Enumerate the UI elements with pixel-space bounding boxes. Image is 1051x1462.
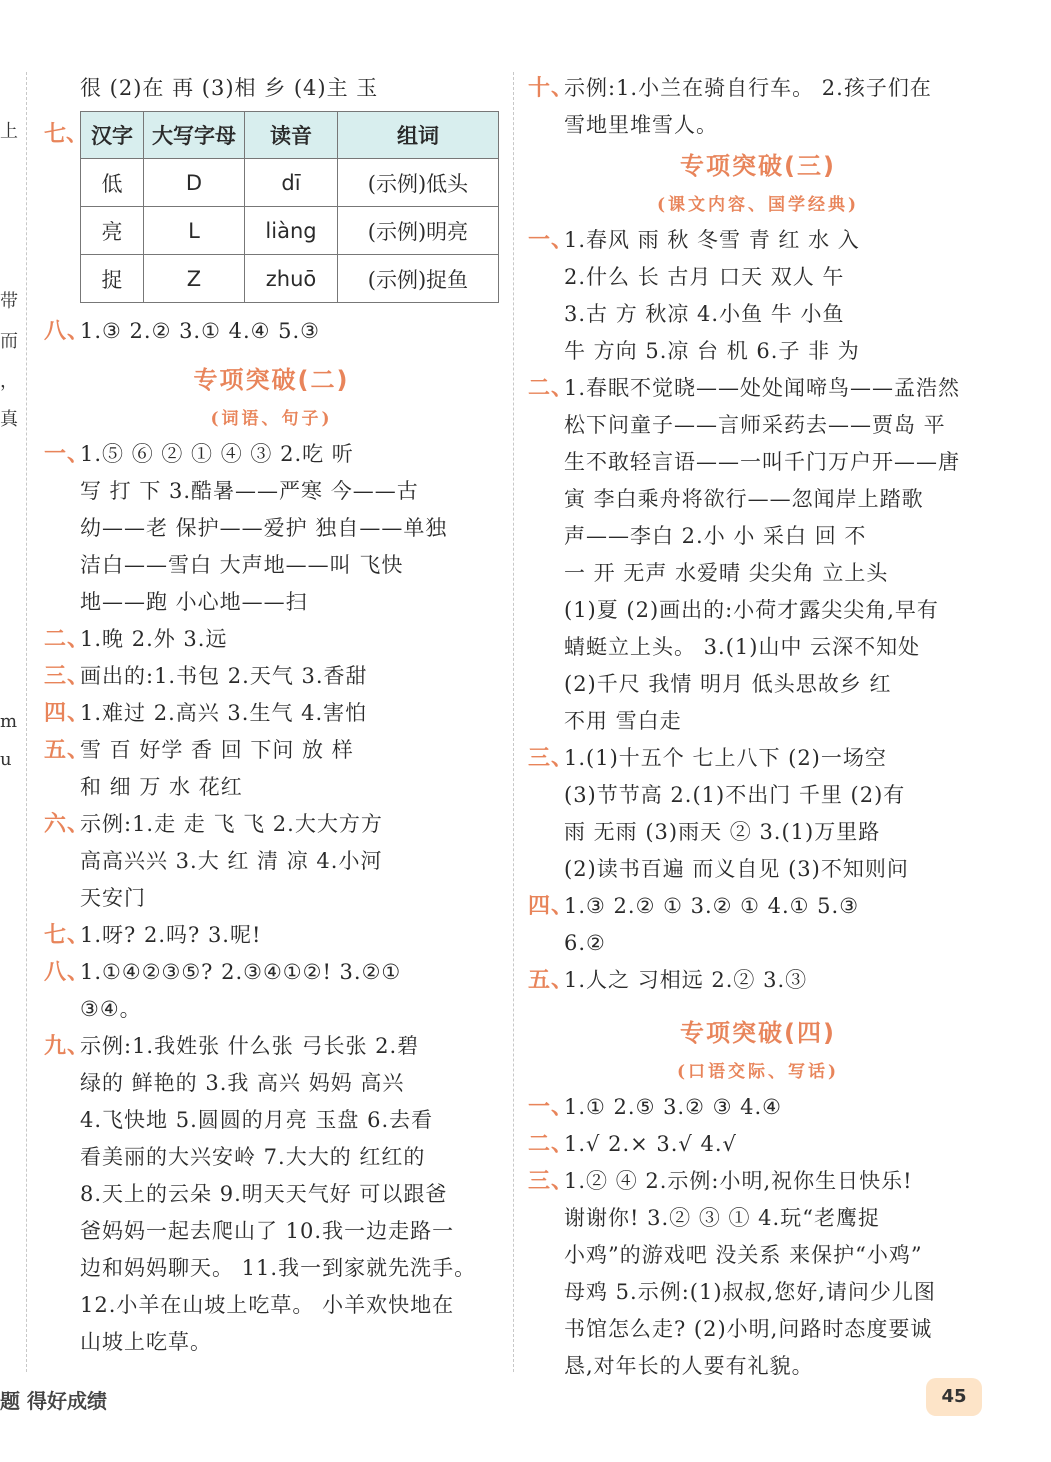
section-label: 十、 — [528, 76, 575, 101]
answer-text: 1.③ 2.② ① 3.② ① 4.① 5.③ — [564, 894, 860, 918]
edge-char: m — [0, 711, 18, 732]
answer-line: 生不敢轻言语——一叫千门万户开——唐 — [564, 450, 960, 474]
answer-line: 很 (2)在 再 (3)相 乡 (4)主 玉 — [80, 76, 379, 100]
edge-char: ， — [0, 371, 18, 392]
answer-line: 不用 雪白走 — [564, 709, 682, 733]
page-number: 45 — [926, 1378, 982, 1416]
edge-char: 上 — [0, 121, 18, 142]
answer-line: 寅 李白乘舟将欲行——忽闻岸上踏歌 — [564, 487, 924, 511]
answer-line — [44, 917, 499, 954]
table-cell: Z — [144, 255, 245, 303]
answer-line: 牛 方向 5.凉 台 机 6.子 非 为 — [564, 339, 860, 363]
answer-line: 边和妈妈聊天。 11.我一到家就先洗手。 — [80, 1256, 477, 1280]
answer-line: (2)读书百遍 而义自见 (3)不知则问 — [564, 857, 909, 881]
section-label: 二、 — [44, 627, 91, 652]
answer-text: 雪 百 好学 香 回 下问 放 样 — [80, 738, 354, 762]
section-label: 二、 — [528, 1132, 575, 1157]
section-label: 二、 — [528, 376, 575, 401]
answer-line: 雪地里堆雪人。 — [564, 113, 718, 137]
answer-line: 12.小羊在山坡上吃草。 小羊欢快地在 — [80, 1293, 455, 1317]
answer-line: 天安门 — [80, 886, 146, 910]
section-label: 四、 — [44, 701, 91, 726]
margin-divider — [26, 72, 27, 1372]
left-column — [44, 70, 499, 1361]
answer-line: 母鸡 5.示例:(1)叔叔,您好,请问少儿图 — [564, 1280, 936, 1304]
section-label: 六、 — [44, 812, 91, 837]
answer-line — [44, 954, 499, 991]
answer-text: 示例:1.我姓张 什么张 弓长张 2.碧 — [80, 1034, 420, 1058]
section-heading: 专项突破(二) — [193, 366, 350, 394]
answer-line: 高高兴兴 3.大 红 清 凉 4.小河 — [80, 849, 383, 873]
table-cell: 低 — [81, 159, 144, 207]
table-cell: L — [144, 207, 245, 255]
section-label: 三、 — [528, 746, 575, 771]
answer-line: (2)千尺 我情 明月 低头思故乡 红 — [564, 672, 892, 696]
section-label: 五、 — [44, 738, 91, 763]
table-header: 组词 — [338, 112, 499, 159]
section-label: 四、 — [528, 894, 575, 919]
section-subheading: (口语交际、写话) — [676, 1062, 840, 1082]
pinyin-table — [80, 111, 499, 303]
answer-text: 1.春风 雨 秋 冬雪 青 红 水 入 — [564, 228, 860, 252]
answer-line: 绿的 鲜艳的 3.我 高兴 妈妈 高兴 — [80, 1071, 405, 1095]
table-header-row — [81, 112, 499, 159]
table-cell: (示例)明亮 — [338, 207, 499, 255]
answer-text: 1.③ 2.② 3.① 4.④ 5.③ — [80, 319, 321, 343]
section-label: 八、 — [44, 319, 91, 344]
answer-line — [528, 370, 988, 407]
answer-line: 蜻蜓立上头。 3.(1)山中 云深不知处 — [564, 635, 921, 659]
answer-line: 洁白——雪白 大声地——叫 飞快 — [80, 553, 404, 577]
answer-line: 小鸡”的游戏吧 没关系 来保护“小鸡” — [564, 1243, 923, 1267]
answer-line: 松下问童子——言师采药去——贾岛 平 — [564, 413, 946, 437]
answer-line — [528, 222, 988, 259]
section-subheading: (词语、句子) — [210, 409, 333, 429]
answer-line: ③④。 — [80, 997, 142, 1021]
answer-line: 写 打 下 3.酷暑——严寒 今——古 — [80, 479, 419, 503]
edge-char: 带 — [0, 291, 18, 312]
edge-char: u — [0, 749, 12, 770]
answer-line: 谢谢你! 3.② ③ ① 4.玩“老鹰捉 — [564, 1206, 880, 1230]
answer-line: 3.古 方 秋凉 4.小鱼 牛 小鱼 — [564, 302, 845, 326]
section-label: 七、 — [44, 923, 91, 948]
answer-line: 8.天上的云朵 9.明天天气好 可以跟爸 — [80, 1182, 448, 1206]
answer-text: 1.呀? 2.吗? 3.呢! — [80, 923, 262, 947]
answer-line — [528, 740, 988, 777]
table-row — [81, 255, 499, 303]
section-label: 三、 — [44, 664, 91, 689]
table-cell: D — [144, 159, 245, 207]
table-row — [81, 207, 499, 255]
answer-text: 1.①④②③⑤? 2.③④①②! 3.②① — [80, 960, 402, 984]
answer-line: 地——跑 小心地——扫 — [80, 590, 308, 614]
footer-slogan: 题 得好成绩 — [0, 1389, 107, 1413]
answer-line: 声——李白 2.小 小 采白 回 不 — [564, 524, 867, 548]
section-label: 一、 — [528, 1095, 575, 1120]
section-label: 三、 — [528, 1169, 575, 1194]
section-label: 八、 — [44, 960, 91, 985]
table-row — [81, 159, 499, 207]
answer-line — [44, 313, 499, 350]
section-subheading: (课文内容、国学经典) — [656, 195, 860, 215]
answer-text: 示例:1.小兰在骑自行车。 2.孩子们在 — [564, 76, 932, 100]
answer-line — [44, 732, 499, 769]
table-cell: (示例)捉鱼 — [338, 255, 499, 303]
answer-text: 1.(1)十五个 七上八下 (2)一场空 — [564, 746, 887, 770]
section-label: 五、 — [528, 968, 575, 993]
column-divider — [513, 72, 514, 1372]
answer-line — [528, 70, 988, 107]
answer-line: 恳,对年长的人要有礼貌。 — [564, 1354, 814, 1378]
answer-text: 1.人之 习相远 2.② 3.③ — [564, 968, 808, 992]
answer-line — [528, 962, 988, 999]
section-label: 一、 — [528, 228, 575, 253]
edge-char: 而 — [0, 331, 18, 352]
edge-char: 真 — [0, 409, 18, 430]
answer-line: 一 开 无声 水爱晴 尖尖角 立上头 — [564, 561, 889, 585]
answer-line — [44, 621, 499, 658]
answer-line — [528, 888, 988, 925]
table-header: 读音 — [245, 112, 338, 159]
answer-line: 2.什么 长 古月 口天 双人 午 — [564, 265, 845, 289]
answer-line: 爸妈妈一起去爬山了 10.我一边走路一 — [80, 1219, 455, 1243]
answer-text: 1.√ 2.× 3.√ 4.√ — [564, 1132, 737, 1156]
answer-line: 4.飞快地 5.圆圆的月亮 玉盘 6.去看 — [80, 1108, 434, 1132]
answer-line: 山坡上吃草。 — [80, 1330, 212, 1354]
answer-line — [44, 1028, 499, 1065]
table-cell: dī — [245, 159, 338, 207]
answer-line — [528, 1126, 988, 1163]
answer-text: 1.⑤ ⑥ ② ① ④ ③ 2.吃 听 — [80, 442, 354, 466]
answer-line — [528, 1163, 988, 1200]
answer-text: 画出的:1.书包 2.天气 3.香甜 — [80, 664, 368, 688]
table-header: 大写字母 — [144, 112, 245, 159]
answer-text: 1.春眠不觉晓——处处闻啼鸟——孟浩然 — [564, 376, 961, 400]
table-header: 汉字 — [81, 112, 144, 159]
section-heading: 专项突破(四) — [680, 1019, 836, 1047]
answer-text: 1.晚 2.外 3.远 — [80, 627, 228, 651]
answer-line — [44, 695, 499, 732]
answer-text: 1.② ④ 2.示例:小明,祝你生日快乐! — [564, 1169, 913, 1193]
answer-line: 看美丽的大兴安岭 7.大大的 红红的 — [80, 1145, 426, 1169]
table-cell: 亮 — [81, 207, 144, 255]
table-cell: liàng — [245, 207, 338, 255]
table-cell: zhuō — [245, 255, 338, 303]
answer-line — [44, 806, 499, 843]
answer-line: 幼——老 保护——爱护 独自——单独 — [80, 516, 448, 540]
answer-line: 雨 无雨 (3)雨天 ② 3.(1)万里路 — [564, 820, 881, 844]
answer-text: 示例:1.走 走 飞 飞 2.大大方方 — [80, 812, 383, 836]
answer-line: 6.② — [564, 931, 606, 955]
section-label: 七、 — [44, 122, 89, 147]
answer-line — [44, 436, 499, 473]
right-column — [528, 70, 988, 1385]
answer-line — [528, 1089, 988, 1126]
section-heading: 专项突破(三) — [680, 152, 836, 180]
table-cell: (示例)低头 — [338, 159, 499, 207]
section-7 — [44, 111, 499, 303]
answer-line: 书馆怎么走? (2)小明,问路时态度要诚 — [564, 1317, 933, 1341]
answer-line: (1)夏 (2)画出的:小荷才露尖尖角,早有 — [564, 598, 939, 622]
section-label: 九、 — [44, 1034, 91, 1059]
answer-text: 1.难过 2.高兴 3.生气 4.害怕 — [80, 701, 368, 725]
answer-text: 1.① 2.⑤ 3.② ③ 4.④ — [564, 1095, 782, 1119]
table-cell: 捉 — [81, 255, 144, 303]
answer-line — [44, 658, 499, 695]
answer-line: 和 细 万 水 花红 — [80, 775, 243, 799]
answer-line: (3)节节高 2.(1)不出门 千里 (2)有 — [564, 783, 906, 807]
section-label: 一、 — [44, 442, 91, 467]
